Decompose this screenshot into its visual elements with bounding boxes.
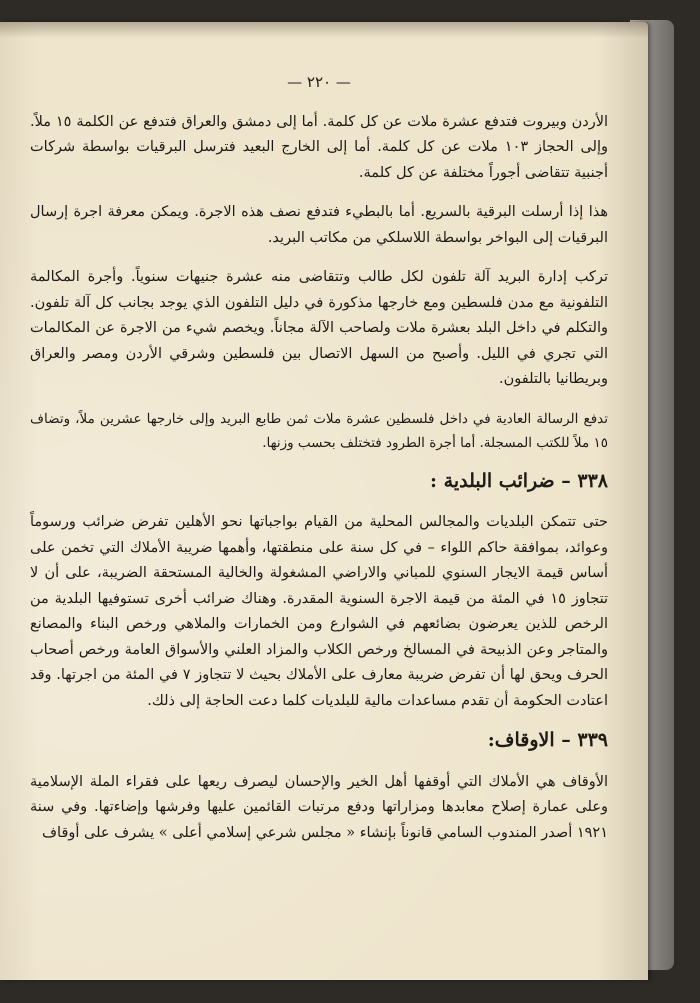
paragraph-awqaf: الأوقاف هي الأملاك التي أوقفها أهل الخير والإحسان ليصرف ريعها على فقراء الملة الإسلامية وعلى عمارة إصلاح معابدها ومزاراتها ودفع مرتبات القائمين عليها وفرشها وإضاءتها. وفي سنة ١٩٢١ أصدر المندوب السامي قانوناً بإنشاء « مجلس شرعي إسلامي أعلى » يشرف على أوقاف (30, 773, 608, 841)
paragraph-municipal-taxes: حتى تتمكن البلديات والمجالس المحلية من القيام بواجباتها نحو الأهلين تفرض ضرائب ورسوماً وعوائد، بموافقة حاكم اللواء – في كل سنة على منطقتها، وأهمها ضريبة الأملاك التي تخمن على أساس قيمة الايجار السنوي للمباني والاراضي المشغولة والخالية المستحقة الضريبة، على أن لا تتجاوز ١٥ في المئة من قيمة الاجرة السنوية المقدرة. وهناك ضرائب أخرى تستوفيها البلدية من الرخص للذين يعرضون بضائعهم في الشوارع ومن الخمارات والملاهي ورخص البناء والمصانع والمتاجر وعن الذبيحة في المسالخ ورخص الكلاب والمزاد العلني والأسواق العامة ورخص أصحاب الحرف ويحق لها أن تفرض ضريبة معارف على الأملاك بحيث لا تتجاوز ٧ في المئة من اجرتها. وقد اعتادت الحكومة أن تقدم مساعدات مالية للبلديات كلما دعت الحاجة إلى ذلك. (30, 514, 608, 709)
paragraph-telephone: تركب إدارة البريد آلة تلفون لكل طالب وتتقاضى منه عشرة جنيهات سنوياً. وأجرة المكالمة التلفونية مع مدن فلسطين ومع خارجها مذكورة في دليل التلفون الذي يوجد بجانب كل آلة تلفون. والتكلم في داخل البلد بعشرة ملات ولصاحب الآلة مجاناً. ويخصم شيء من الاجرة عن المكالمات التي تجري في الليل. وأصبح من السهل الاتصال بين فلسطين وشرقي الأردن ومصر والعراق وبريطانيا بالتلفون. (30, 269, 608, 387)
page-content (30, 70, 608, 860)
book-page (0, 22, 648, 980)
section-heading-municipal-taxes: ٣٣٨ – ضرائب البلدية : (430, 469, 608, 492)
page-number: — ٢٢٠ — (287, 73, 351, 91)
paragraph-postage: تدفع الرسالة العادية في داخل فلسطين عشرة ملات ثمن طابع البريد وإلى خارجها عشرين ملاً، وتضاف ١٥ ملاً للكتب المسجلة. أما أجرة الطرود فتختلف بحسب وزنها. (30, 410, 608, 451)
section-heading-awqaf: ٣٣٩ – الاوقاف: (487, 729, 608, 751)
page-top-shadow (0, 22, 648, 38)
paragraph-telegram-speed: هذا إذا أرسلت البرقية بالسريع. أما بالبطيء فتدفع نصف هذه الاجرة. ويمكن معرفة اجرة إرسال البرقيات إلى البواخر بواسطة اللاسلكي من مكاتب البريد. (30, 204, 608, 246)
paragraph-telegram-rates: الأردن وبيروت فتدفع عشرة ملات عن كل كلمة. أما إلى دمشق والعراق فتدفع عن الكلمة ١٥ ملاً. وإلى الحجاز ١٠٣ ملات عن كل كلمة. أما إلى الخارج البعيد فترسل البرقيات بواسطة شركات أجنبية تتقاضى أجوراً مختلفة عن كل كلمة. (30, 113, 609, 181)
